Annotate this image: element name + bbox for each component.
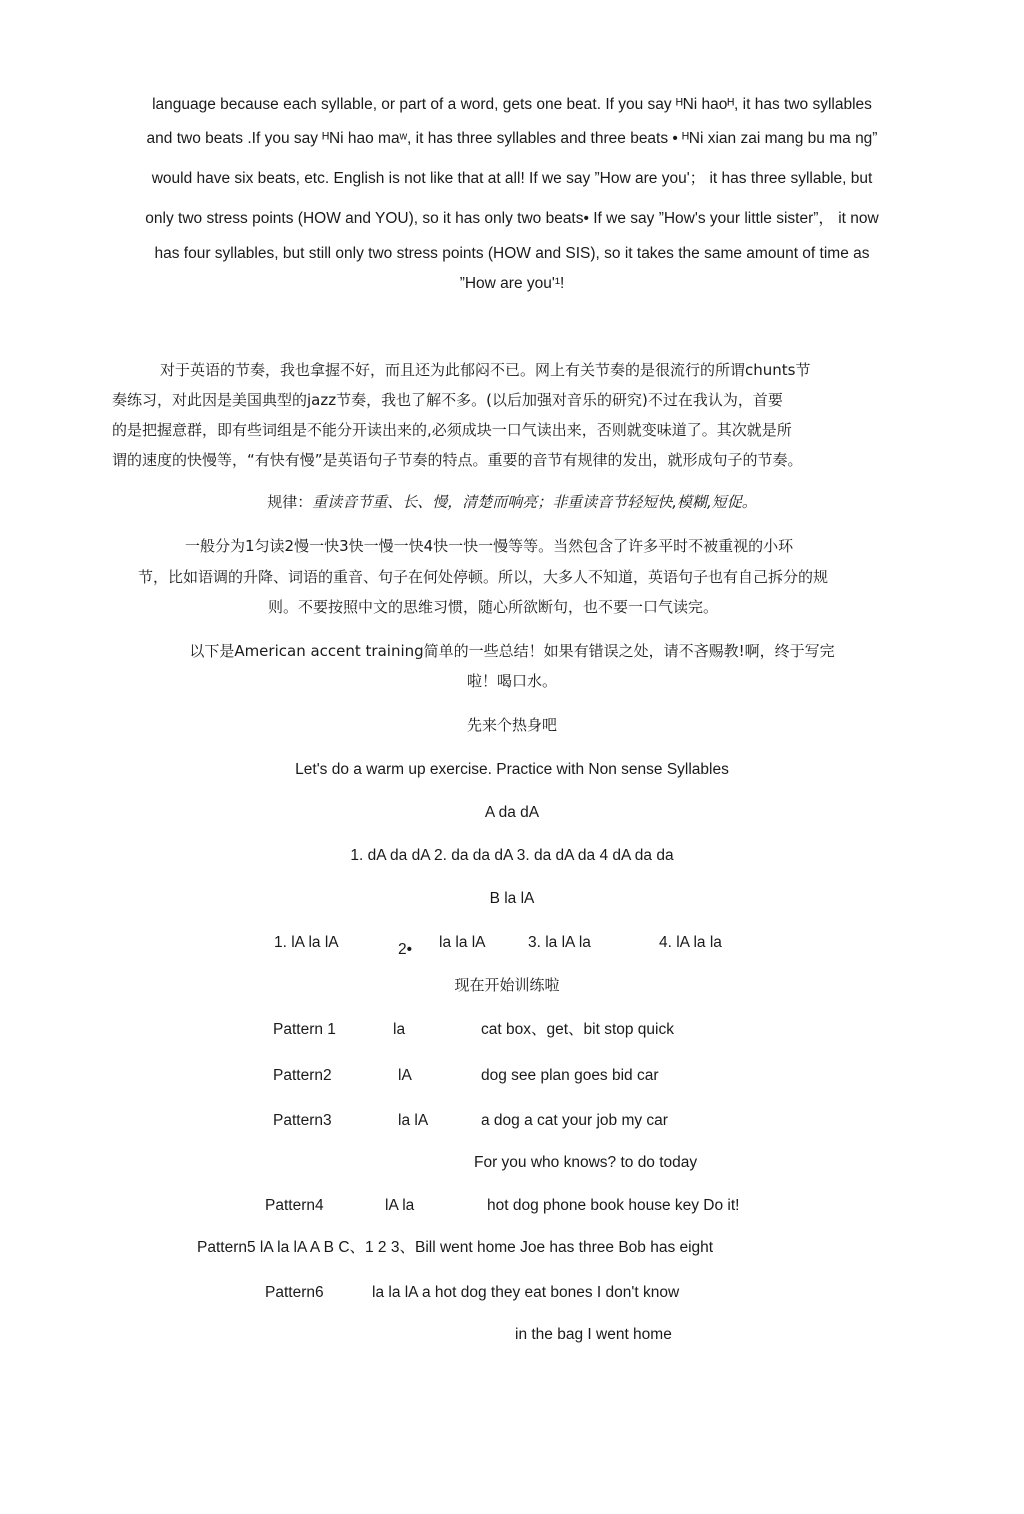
section-b-item-1: 1. lA la lA [274, 934, 339, 951]
pattern-3-rhythm: la lA [398, 1112, 429, 1129]
pattern-6-name: Pattern6 [265, 1284, 324, 1301]
section-b-item-2-number: 2• [398, 941, 413, 958]
section-a-label: A da dA [484, 804, 540, 821]
pattern-6-text: la la lA a hot dog they eat bones I don't know [372, 1284, 680, 1301]
pattern-2-rhythm: lA [398, 1067, 412, 1084]
chinese-line-2: 奏练习，对此因是美国典型的jazz节奏，我也了解不多。(以后加强对音乐的研究)不过在我认为，首要 [112, 391, 783, 409]
pattern-5-line: Pattern5 lA la lA A B C、1 2 3、Bill went home Joe has three Bob has eight [197, 1239, 714, 1256]
english-line-1: language because each syllable, or part of a word, gets one beat. If you say ᴴNi haoᴴ, it has two syllables [152, 96, 872, 113]
pattern-2-name: Pattern2 [273, 1067, 332, 1084]
section-b-label: B la lA [489, 890, 535, 907]
general-line-3: 则。不要按照中文的思维习惯，随心所欲断句，也不要一口气读完。 [268, 598, 719, 616]
chinese-line-1: 对于英语的节奏，我也拿握不好，而且还为此郁闷不已。网上有关节奏的是很流行的所谓chunts节 [160, 361, 811, 379]
pattern-2-examples: dog see plan goes bid car [481, 1067, 659, 1084]
pattern-4-examples: hot dog phone book house key Do it! [487, 1197, 740, 1214]
warmup-heading: 先来个热身吧 [466, 716, 557, 734]
english-line-4: only two stress points (HOW and YOU), so it has only two beats• If we say ”How's your little sister”， it now [145, 210, 879, 227]
english-line-2: and two beats .If you say ᴴNi hao maʷ, it has three syllables and three beats • ᴴNi xian zai mang bu ma ng” [146, 130, 878, 147]
pattern-1-name: Pattern 1 [273, 1021, 336, 1038]
pattern-3-examples-continued: For you who knows? to do today [474, 1154, 698, 1171]
pattern-1-examples: cat box、get、bit stop quick [481, 1021, 674, 1038]
pattern-6-continued: in the bag I went home [515, 1326, 672, 1343]
summary-line-1: 以下是American accent training简单的一些总结！如果有错误之处，请不吝赐教!啊，终于写完 [189, 642, 835, 660]
pattern-3-examples: a dog a cat your job my car [481, 1112, 668, 1129]
section-b-item-3: 3. la lA la [528, 934, 591, 951]
chinese-line-3: 的是把握意群，即有些词组是不能分开读出来的,必须成块一口气读出来，否则就变味道了。其次就是所 [112, 421, 792, 439]
english-line-6: ”How are you'¹! [459, 275, 565, 292]
general-line-2: 节，比如语调的升降、词语的重音、句子在何处停顿。所以，大多人不知道，英语句子也有自己拆分的规 [138, 568, 829, 586]
pattern-4-rhythm: lA la [385, 1197, 415, 1214]
english-line-5: has four syllables, but still only two stress points (HOW and SIS), so it takes the same amount of time as [154, 245, 870, 262]
rule-line [0, 492, 1024, 512]
english-line-3: would have six beats, etc. English is not like that at all! If we say ”How are you'； it has three syllable, but [151, 170, 873, 187]
general-line-1: 一般分为1匀读2慢一快3快一慢一快4快一快一慢等等。当然包含了许多平时不被重视的小环 [185, 537, 794, 555]
section-b-item-4: 4. lA la la [659, 934, 722, 951]
section-b-item-2: la la lA [439, 934, 486, 951]
summary-line-2: 啦！喝口水。 [466, 672, 557, 690]
warmup-intro: Let's do a warm up exercise. Practice with Non sense Syllables [295, 761, 729, 778]
pattern-1-rhythm: la [393, 1021, 406, 1038]
chinese-line-4: 谓的速度的快慢等，“有快有慢”是英语句子节奏的特点。重要的音节有规律的发出，就形成句子的节奏。 [112, 451, 803, 469]
pattern-4-name: Pattern4 [265, 1197, 324, 1214]
pattern-3-name: Pattern3 [273, 1112, 332, 1129]
rule-text: 重读音节重、长、慢，清楚而响亮；非重读音节轻短快,模糊,短促。 [312, 493, 757, 511]
rule-label: 规律： [267, 493, 313, 511]
section-a-line: 1. dA da dA 2. da da dA 3. da dA da 4 dA da da [350, 847, 674, 864]
training-heading: 现在开始训练啦 [454, 976, 560, 994]
